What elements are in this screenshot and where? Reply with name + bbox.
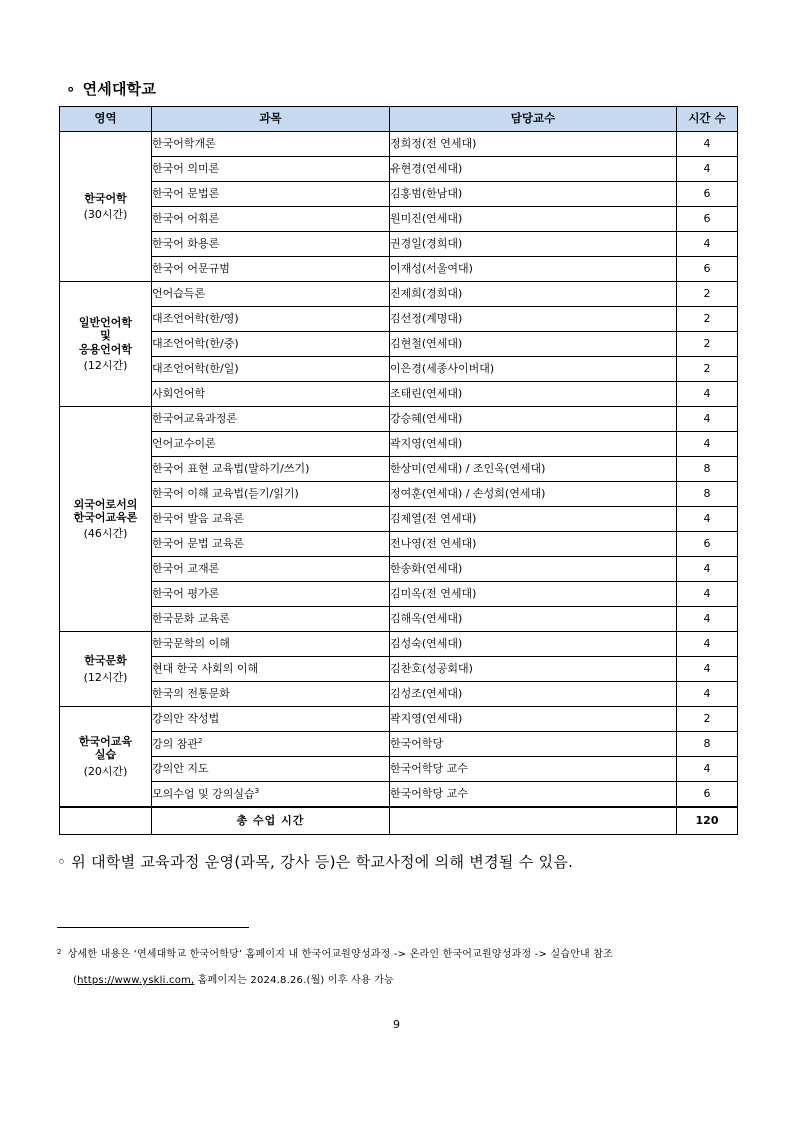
table-row xyxy=(60,257,738,282)
hours-cell: 4 xyxy=(677,682,738,707)
total-value: 120 xyxy=(677,807,738,835)
area-name: 한국어학 xyxy=(84,191,127,205)
course-cell xyxy=(152,257,390,282)
table-row xyxy=(60,457,738,482)
course-name: 한국어 교재론 xyxy=(152,562,220,576)
professor-cell: 한국어학당 xyxy=(390,732,677,757)
professor-cell: 곽지영(연세대) xyxy=(390,432,677,457)
area-cell xyxy=(60,407,152,632)
course-name: 한국어 표현 교육법(말하기/쓰기) xyxy=(152,462,310,476)
course-cell xyxy=(152,157,390,182)
footnote-line-1 xyxy=(57,942,747,968)
footnote-marker: 2 xyxy=(57,948,62,956)
total-label: 총 수업 시간 xyxy=(152,807,390,835)
hours-cell: 8 xyxy=(677,482,738,507)
area-hours: (46시간) xyxy=(83,527,128,541)
course-cell xyxy=(152,757,390,782)
course-name: 한국어 발음 교육론 xyxy=(152,512,245,526)
professor-cell: 한상미(연세대) / 조인옥(연세대) xyxy=(390,457,677,482)
hours-cell: 4 xyxy=(677,157,738,182)
hours-cell: 8 xyxy=(677,457,738,482)
hours-cell: 6 xyxy=(677,207,738,232)
professor-cell: 김홍범(한남대) xyxy=(390,182,677,207)
course-name: 강의안 지도 xyxy=(152,762,209,776)
course-cell xyxy=(152,557,390,582)
course-cell xyxy=(152,632,390,657)
footnote-ref: 2 xyxy=(198,737,203,746)
course-cell xyxy=(152,482,390,507)
hours-cell: 2 xyxy=(677,357,738,382)
course-cell xyxy=(152,307,390,332)
course-name: 사회언어학 xyxy=(152,387,206,401)
course-cell xyxy=(152,382,390,407)
hours-cell: 8 xyxy=(677,732,738,757)
course-name: 한국어교육과정론 xyxy=(152,412,238,426)
professor-cell: 이재성(서울여대) xyxy=(390,257,677,282)
table-row xyxy=(60,532,738,557)
table-row xyxy=(60,207,738,232)
table-row xyxy=(60,282,738,307)
course-cell xyxy=(152,207,390,232)
footnote-divider xyxy=(57,927,249,928)
professor-cell: 김성숙(연세대) xyxy=(390,632,677,657)
table-row xyxy=(60,557,738,582)
professor-cell: 김해옥(연세대) xyxy=(390,607,677,632)
professor-cell: 이은경(세종사이버대) xyxy=(390,357,677,382)
area-name: 및 xyxy=(100,329,111,343)
table-row xyxy=(60,232,738,257)
area-cell xyxy=(60,132,152,282)
course-cell xyxy=(152,657,390,682)
hours-cell: 4 xyxy=(677,507,738,532)
professor-cell: 한국어학당 교수 xyxy=(390,757,677,782)
hours-cell: 4 xyxy=(677,607,738,632)
course-name: 한국어 어휘론 xyxy=(152,212,220,226)
table-row xyxy=(60,357,738,382)
area-name: 한국문화 xyxy=(84,654,127,668)
course-cell xyxy=(152,782,390,808)
course-cell xyxy=(152,407,390,432)
professor-cell: 진제희(경희대) xyxy=(390,282,677,307)
course-name: 대조언어학(한/일) xyxy=(152,362,239,376)
change-notice: ◦ 위 대학별 교육과정 운영(과목, 강사 등)은 학교사정에 의해 변경될 수 있음. xyxy=(57,853,574,871)
area-name: 외국어로서의 xyxy=(73,497,138,511)
course-name: 모의수업 및 강의실습 xyxy=(152,787,255,801)
professor-cell: 정여훈(연세대) / 손성희(연세대) xyxy=(390,482,677,507)
area-cell xyxy=(60,282,152,407)
footnote-text: 상세한 내용은 ‘연세대학교 한국어학당’ 홈페이지 내 한국어교원양성과정 -> 온라인 한국어교원양성과정 -> 실습안내 참조 xyxy=(67,949,614,960)
hours-cell: 2 xyxy=(677,332,738,357)
table-row xyxy=(60,507,738,532)
table-row xyxy=(60,657,738,682)
table-row xyxy=(60,182,738,207)
professor-cell: 김제열(전 연세대) xyxy=(390,507,677,532)
professor-cell: 김성조(연세대) xyxy=(390,682,677,707)
course-name: 한국의 전통문화 xyxy=(152,687,230,701)
total-row xyxy=(60,807,738,835)
course-cell xyxy=(152,357,390,382)
footnote-open-paren: ( xyxy=(73,975,78,986)
professor-cell: 조태린(연세대) xyxy=(390,382,677,407)
table-row xyxy=(60,132,738,157)
bullet-icon: ∘ xyxy=(66,80,76,98)
table-header-row xyxy=(60,107,738,132)
hours-cell: 2 xyxy=(677,307,738,332)
professor-cell: 김미옥(전 연세대) xyxy=(390,582,677,607)
professor-cell: 김현철(연세대) xyxy=(390,332,677,357)
footnote-line-2 xyxy=(57,968,747,994)
table-row xyxy=(60,482,738,507)
hours-cell: 4 xyxy=(677,132,738,157)
course-name: 한국어 의미론 xyxy=(152,162,220,176)
footnote-ref: 3 xyxy=(254,787,260,796)
table-row xyxy=(60,157,738,182)
hours-cell: 4 xyxy=(677,657,738,682)
course-name: 언어습득론 xyxy=(152,287,206,301)
course-name: 대조언어학(한/영) xyxy=(152,312,239,326)
section-title xyxy=(66,78,156,99)
professor-cell: 원미진(연세대) xyxy=(390,207,677,232)
course-name: 한국어 어문규범 xyxy=(152,262,230,276)
course-cell xyxy=(152,232,390,257)
course-cell xyxy=(152,282,390,307)
table-row xyxy=(60,307,738,332)
header-hours: 시간 수 xyxy=(677,107,738,132)
course-cell xyxy=(152,332,390,357)
course-cell xyxy=(152,182,390,207)
hours-cell: 4 xyxy=(677,582,738,607)
area-hours: (20시간) xyxy=(83,764,128,778)
professor-cell: 한송화(연세대) xyxy=(390,557,677,582)
hours-cell: 4 xyxy=(677,432,738,457)
course-name: 한국어 문법론 xyxy=(152,187,220,201)
table-row xyxy=(60,782,738,808)
hours-cell: 4 xyxy=(677,557,738,582)
header-professor: 담당교수 xyxy=(390,107,677,132)
area-name: 한국어교육 xyxy=(78,735,133,749)
table-row xyxy=(60,757,738,782)
page-number: 9 xyxy=(393,1018,400,1031)
professor-cell: 권경일(경희대) xyxy=(390,232,677,257)
professor-cell: 김선정(계명대) xyxy=(390,307,677,332)
area-hours: (12시간) xyxy=(83,358,128,372)
hours-cell: 4 xyxy=(677,232,738,257)
table-body xyxy=(60,132,738,808)
course-name: 한국어 이해 교육법(듣기/읽기) xyxy=(152,487,299,501)
website-link[interactable]: https://www.yskli.com, xyxy=(77,975,195,986)
course-name: 한국문화 교육론 xyxy=(152,612,230,626)
course-name: 한국어 문법 교육론 xyxy=(152,537,245,551)
header-area: 영역 xyxy=(60,107,152,132)
total-empty-cell xyxy=(390,807,677,835)
course-cell xyxy=(152,707,390,732)
area-name: 일반언어학 xyxy=(78,316,133,330)
footnote-availability: 홈페이지는 2024.8.26.(월) 이후 사용 가능 xyxy=(194,975,394,986)
course-cell xyxy=(152,507,390,532)
professor-cell: 김찬호(성공회대) xyxy=(390,657,677,682)
hours-cell: 4 xyxy=(677,382,738,407)
course-name: 강의 참관 xyxy=(152,737,199,751)
total-empty-cell xyxy=(60,807,152,835)
hours-cell: 6 xyxy=(677,782,738,808)
course-name: 강의안 작성법 xyxy=(152,712,220,726)
course-name: 현대 한국 사회의 이해 xyxy=(152,662,259,676)
professor-cell: 정희정(전 연세대) xyxy=(390,132,677,157)
table-row xyxy=(60,707,738,732)
professor-cell: 전나영(전 연세대) xyxy=(390,532,677,557)
hours-cell: 4 xyxy=(677,407,738,432)
course-name: 한국어 평가론 xyxy=(152,587,220,601)
hours-cell: 6 xyxy=(677,257,738,282)
course-cell xyxy=(152,432,390,457)
curriculum-table xyxy=(59,106,738,835)
area-hours: (30시간) xyxy=(83,208,128,221)
table-row xyxy=(60,732,738,757)
hours-cell: 2 xyxy=(677,282,738,307)
course-cell xyxy=(152,532,390,557)
course-cell xyxy=(152,682,390,707)
area-hours: (12시간) xyxy=(83,670,128,684)
course-name: 대조언어학(한/중) xyxy=(152,337,239,351)
area-name: 응용언어학 xyxy=(78,342,133,356)
course-name: 언어교수이론 xyxy=(152,437,216,451)
table-row xyxy=(60,607,738,632)
course-cell xyxy=(152,132,390,157)
table-row xyxy=(60,682,738,707)
course-cell xyxy=(152,457,390,482)
professor-cell: 한국어학당 교수 xyxy=(390,782,677,808)
university-name: 연세대학교 xyxy=(82,80,157,98)
table-row xyxy=(60,382,738,407)
hours-cell: 4 xyxy=(677,757,738,782)
course-name: 한국어학개론 xyxy=(152,137,216,151)
table-row xyxy=(60,332,738,357)
area-cell xyxy=(60,632,152,707)
professor-cell: 강승혜(연세대) xyxy=(390,407,677,432)
professor-cell: 곽지영(연세대) xyxy=(390,707,677,732)
table-row xyxy=(60,582,738,607)
hours-cell: 6 xyxy=(677,182,738,207)
hours-cell: 2 xyxy=(677,707,738,732)
area-name: 한국어교육론 xyxy=(73,510,138,524)
course-name: 한국어 화용론 xyxy=(152,237,220,251)
table-row xyxy=(60,432,738,457)
area-name: 실습 xyxy=(94,748,117,762)
course-cell xyxy=(152,607,390,632)
header-course: 과목 xyxy=(152,107,390,132)
area-cell xyxy=(60,707,152,808)
professor-cell: 유현경(연세대) xyxy=(390,157,677,182)
course-cell xyxy=(152,582,390,607)
course-name: 한국문학의 이해 xyxy=(152,637,230,651)
table-row xyxy=(60,632,738,657)
course-cell xyxy=(152,732,390,757)
footnote xyxy=(57,942,747,994)
hours-cell: 4 xyxy=(677,632,738,657)
table-row xyxy=(60,407,738,432)
hours-cell: 6 xyxy=(677,532,738,557)
